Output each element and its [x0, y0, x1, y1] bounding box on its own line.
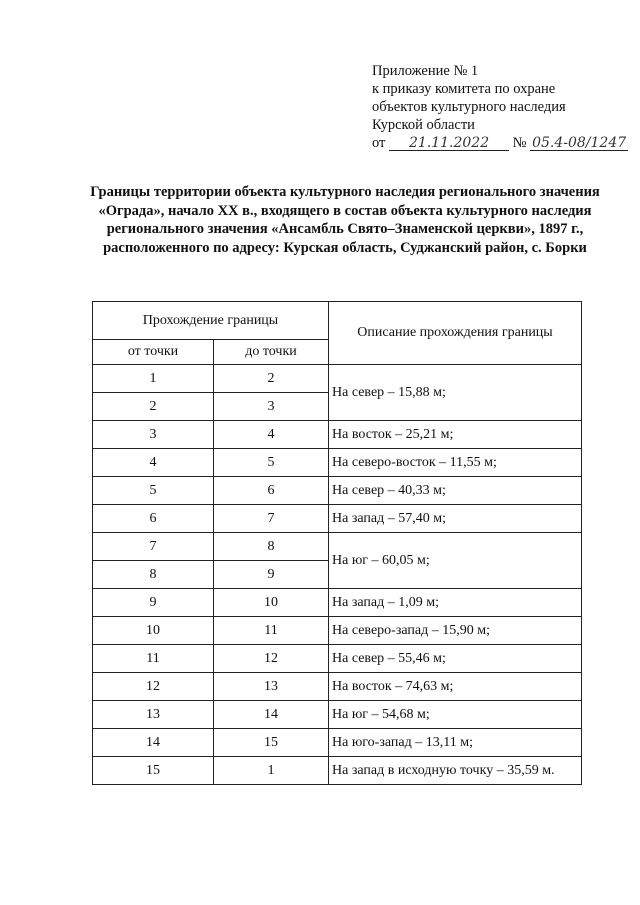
to-point: 1 [214, 757, 329, 785]
boundary-description: На запад – 57,40 м; [329, 505, 582, 533]
appendix-region-line: Курской области [372, 117, 475, 133]
boundary-description: На запад – 1,09 м; [329, 589, 582, 617]
from-point: 5 [93, 477, 214, 505]
from-point: 14 [93, 729, 214, 757]
boundary-description: На север – 40,33 м; [329, 477, 582, 505]
table-row [93, 673, 582, 701]
to-point: 9 [214, 561, 329, 589]
appendix-committee-line: объектов культурного наследия [372, 99, 566, 115]
table-row [93, 617, 582, 645]
boundary-description: На северо-запад – 15,90 м; [329, 617, 582, 645]
from-point: 9 [93, 589, 214, 617]
from-point: 7 [93, 533, 214, 561]
boundary-description: На север – 15,88 м; [329, 365, 582, 421]
boundary-description: На юг – 54,68 м; [329, 701, 582, 729]
from-point: 2 [93, 393, 214, 421]
from-point: 6 [93, 505, 214, 533]
to-point: 7 [214, 505, 329, 533]
table-row [93, 645, 582, 673]
from-point: 8 [93, 561, 214, 589]
boundary-description: На север – 55,46 м; [329, 645, 582, 673]
table-row [93, 729, 582, 757]
header-passage: Прохождение границы [93, 302, 329, 340]
header-from: от точки [93, 340, 214, 365]
to-point: 12 [214, 645, 329, 673]
to-point: 14 [214, 701, 329, 729]
boundary-description: На восток – 25,21 м; [329, 421, 582, 449]
header-description: Описание прохождения границы [329, 302, 582, 365]
boundary-description: На юго-запад – 13,11 м; [329, 729, 582, 757]
to-point: 3 [214, 393, 329, 421]
to-point: 6 [214, 477, 329, 505]
from-point: 15 [93, 757, 214, 785]
boundary-table [92, 301, 582, 785]
table-row [93, 421, 582, 449]
boundary-description: На восток – 74,63 м; [329, 673, 582, 701]
to-point: 5 [214, 449, 329, 477]
to-point: 8 [214, 533, 329, 561]
number-prefix: № [512, 135, 527, 151]
to-point: 11 [214, 617, 329, 645]
appendix-block [372, 62, 628, 152]
from-point: 11 [93, 645, 214, 673]
table-row [93, 477, 582, 505]
from-point: 1 [93, 365, 214, 393]
date-prefix: от [372, 135, 386, 151]
appendix-date-number-line [372, 134, 628, 152]
to-point: 13 [214, 673, 329, 701]
table-row [93, 505, 582, 533]
from-point: 10 [93, 617, 214, 645]
from-point: 3 [93, 421, 214, 449]
table-row [93, 533, 582, 561]
handwritten-date: 21.11.2022 [389, 136, 509, 151]
to-point: 4 [214, 421, 329, 449]
from-point: 4 [93, 449, 214, 477]
document-title: Границы территории объекта культурного наследия регионального значения «Ограда», начало XX в., входящего в состав объекта культурного наследия регионального значения «Ансамбль Свято–Знаменской церкви», 1897 г., расположенного по адресу: Курская область, Суджанский район, с. Борки [90, 184, 600, 256]
table-row [93, 701, 582, 729]
from-point: 13 [93, 701, 214, 729]
boundary-description: На юг – 60,05 м; [329, 533, 582, 589]
handwritten-number: 05.4-08/1247 [532, 135, 627, 151]
table-row [93, 589, 582, 617]
header-to: до точки [214, 340, 329, 365]
from-point: 12 [93, 673, 214, 701]
table-row [93, 365, 582, 393]
boundary-description: На запад в исходную точку – 35,59 м. [329, 757, 582, 785]
table-row [93, 757, 582, 785]
to-point: 15 [214, 729, 329, 757]
boundary-description: На северо-восток – 11,55 м; [329, 449, 582, 477]
appendix-title: Приложение № 1 [372, 63, 479, 79]
appendix-order-line: к приказу комитета по охране [372, 81, 556, 97]
table-row [93, 449, 582, 477]
to-point: 10 [214, 589, 329, 617]
to-point: 2 [214, 365, 329, 393]
